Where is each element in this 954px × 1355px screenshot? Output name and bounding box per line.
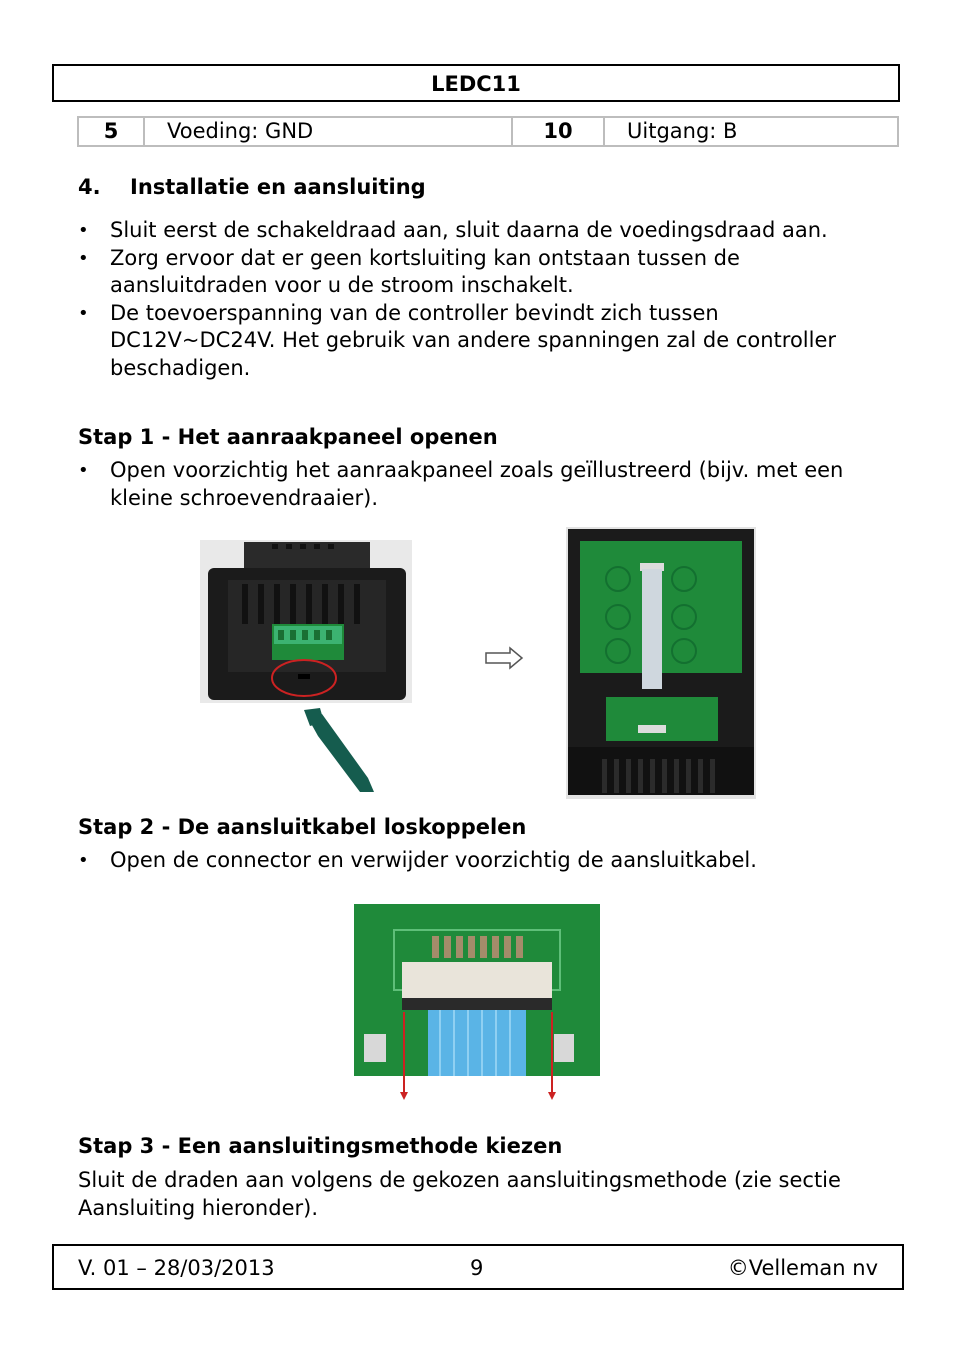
step1-bullets — [78, 457, 878, 512]
section-heading — [78, 175, 426, 199]
list-item: • Open voorzichtig het aanraakpaneel zoals geïllustreerd (bijv. met een kleine schroevendraaier). — [78, 457, 878, 512]
page-number: 9 — [470, 1256, 484, 1280]
list-item: • Sluit eerst de schakeldraad aan, sluit daarna de voedingsdraad aan. — [78, 217, 878, 245]
footer-copyright: ©Velleman nv — [727, 1256, 878, 1280]
list-item: • Open de connector en verwijder voorzichtig de aansluitkabel. — [78, 847, 878, 875]
pin-number: 5 — [78, 117, 144, 146]
pin-label: Uitgang: B — [604, 117, 898, 146]
footer-version: V. 01 – 28/03/2013 — [78, 1256, 275, 1280]
table-row — [78, 117, 898, 146]
header-title: LEDC11 — [431, 72, 521, 96]
installation-bullets — [78, 217, 878, 382]
page-footer — [52, 1244, 904, 1290]
document-header — [52, 64, 900, 102]
controller-back-photo — [200, 540, 412, 792]
connector-photo — [354, 904, 600, 1104]
arrow-right-icon — [484, 646, 524, 670]
list-item: • Zorg ervoor dat er geen kortsluiting kan ontstaan tussen de aansluitdraden voor u de stroom inschakelt. — [78, 245, 878, 300]
list-item: • De toevoerspanning van de controller bevindt zich tussen DC12V~DC24V. Het gebruik van andere spanningen zal de controller beschadigen. — [78, 300, 878, 383]
step3-text: Sluit de draden aan volgens de gekozen aansluitingsmethode (zie sectie Aansluiting hieronder). — [78, 1168, 841, 1220]
step2-heading: Stap 2 - De aansluitkabel loskoppelen — [78, 815, 527, 839]
step1-heading: Stap 1 - Het aanraakpaneel openen — [78, 425, 498, 449]
step3-heading: Stap 3 - Een aansluitingsmethode kiezen — [78, 1134, 563, 1158]
pin-table — [77, 116, 899, 147]
section-title: Installatie en aansluiting — [130, 175, 426, 199]
step2-bullets — [78, 847, 878, 875]
pin-label: Voeding: GND — [144, 117, 512, 146]
opened-panel-photo — [566, 527, 756, 799]
section-number: 4. — [78, 175, 101, 199]
pin-number: 10 — [512, 117, 604, 146]
